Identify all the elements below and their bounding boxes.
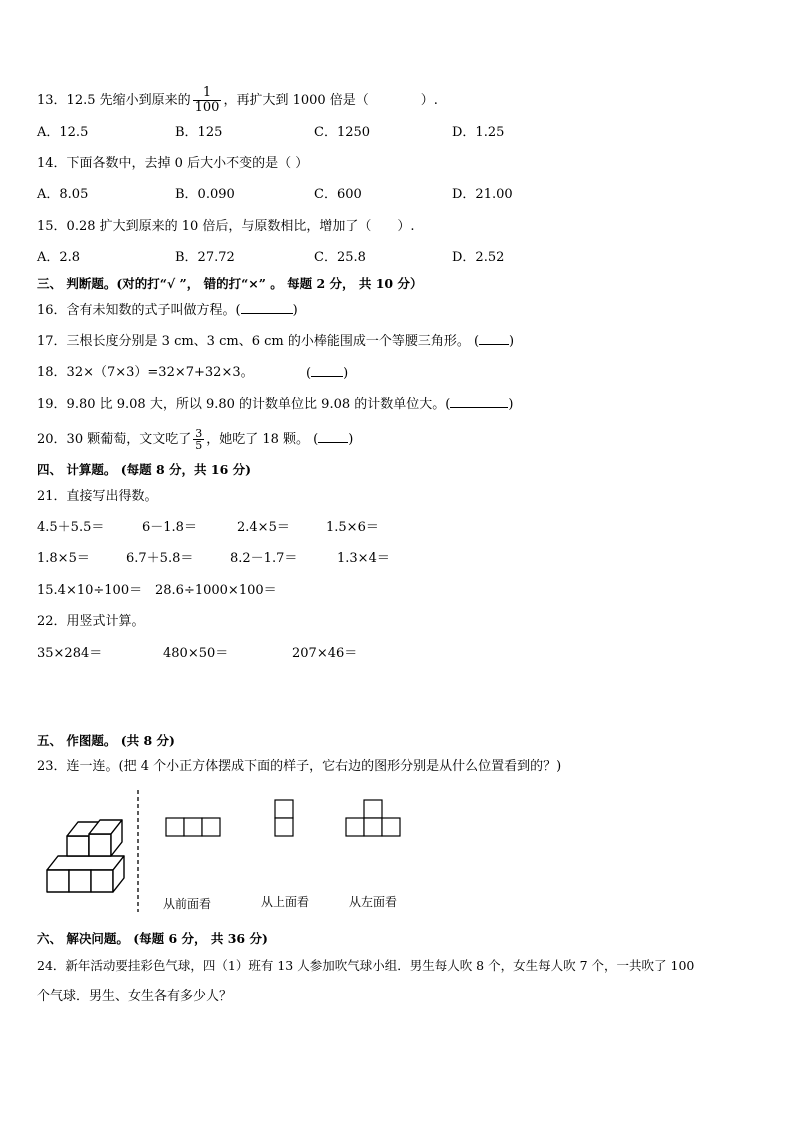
- q21-item: 6.7＋5.8＝: [126, 551, 194, 566]
- question-21-title: 21．直接写出得数。: [37, 489, 158, 504]
- q13-fraction-denominator: 100: [194, 100, 220, 115]
- section-6-heading: 六、 解决问题。 (每题 6 分， 共 36 分): [37, 931, 268, 946]
- view-label-front[interactable]: 从前面看: [163, 897, 212, 911]
- q17-close: ): [509, 334, 515, 349]
- q15-option-c[interactable]: C．25.8: [314, 250, 366, 265]
- question-23: 23．连一连。(把 4 个小正方体摆成下面的样子，它右边的图形分别是从什么位置看到的？): [37, 759, 562, 774]
- q14-option-a[interactable]: A．8.05: [37, 187, 89, 202]
- q20-fraction-numerator: 3: [195, 427, 203, 440]
- q21-item: 8.2－1.7＝: [230, 551, 298, 566]
- question-24-line-2: 个气球．男生、女生各有多少人？: [37, 989, 233, 1004]
- view-shape-t-icon: [346, 800, 400, 836]
- q22-item: 35×284＝: [37, 646, 103, 661]
- question-14: 14．下面各数中，去掉 0 后大小不变的是（ ）: [37, 156, 309, 171]
- question-15: 15．0.28 扩大到原来的 10 倍后，与原数相比，增加了（ ）.: [37, 219, 415, 234]
- q21-item: 2.4×5＝: [237, 520, 290, 535]
- q21-item: 4.5＋5.5＝: [37, 520, 105, 535]
- q22-item: 207×46＝: [292, 646, 358, 661]
- q15-option-b[interactable]: B．27.72: [175, 250, 235, 265]
- q18-close: ): [343, 366, 349, 381]
- q22-item: 480×50＝: [163, 646, 229, 661]
- view-shape-row-icon: [166, 818, 220, 836]
- q20-suffix: ，她吃了 18 颗。 (: [206, 432, 319, 447]
- q16-text: 16．含有未知数的式子叫做方程。(: [37, 303, 241, 318]
- q19-text: 19．9.80 比 9.08 大，所以 9.80 的计数单位比 9.08 的计数单位大。(: [37, 397, 451, 412]
- q17-text: 17．三根长度分别是 3 cm、3 cm、6 cm 的小棒能围成一个等腰三角形。 (: [37, 334, 480, 349]
- q21-item: 1.8×5＝: [37, 551, 90, 566]
- view-shape-column-icon: [275, 800, 293, 836]
- q13-option-a[interactable]: A．12.5: [37, 125, 89, 140]
- q13-suffix: ，再扩大到 1000 倍是（ ）.: [223, 93, 438, 108]
- q21-item: 6－1.8＝: [142, 520, 197, 535]
- q15-option-d[interactable]: D．2.52: [452, 250, 505, 265]
- section-4-heading: 四、 计算题。 (每题 8 分，共 16 分): [37, 462, 252, 477]
- q14-option-d[interactable]: D．21.00: [452, 187, 513, 202]
- q15-option-a[interactable]: A．2.8: [37, 250, 81, 265]
- q13-prefix: 13．12.5 先缩小到原来的: [37, 93, 191, 108]
- q13-fraction-numerator: 1: [193, 86, 222, 101]
- question-22-title: 22．用竖式计算。: [37, 614, 145, 629]
- cube-stack-icon: [47, 820, 124, 892]
- section-3-heading: 三、 判断题。(对的打“√ ”， 错的打“×” 。 每题 2 分， 共 10 分）: [37, 276, 423, 291]
- q20-close: ): [348, 432, 354, 447]
- q21-item: 1.5×6＝: [326, 520, 379, 535]
- q21-item: 15.4×10÷100＝: [37, 583, 143, 598]
- q13-option-d[interactable]: D．1.25: [452, 125, 505, 140]
- q13-option-b[interactable]: B．125: [175, 125, 223, 140]
- q21-item: 1.3×4＝: [337, 551, 390, 566]
- q19-close: ): [508, 397, 514, 412]
- view-label-top[interactable]: 从上面看: [261, 895, 310, 909]
- view-label-left[interactable]: 从左面看: [349, 895, 398, 909]
- q20-fraction-denominator: 5: [195, 439, 203, 452]
- q16-close: ): [292, 303, 298, 318]
- q21-item: 28.6÷1000×100＝: [155, 583, 277, 598]
- q14-option-c[interactable]: C．600: [314, 187, 362, 202]
- question-24-line-1: 24．新年活动要挂彩色气球，四（1）班有 13 人参加吹气球小组．男生每人吹 8 个，女生每人吹 7 个，一共吹了 100: [37, 958, 695, 973]
- section-5-heading: 五、 作图题。 (共 8 分): [37, 733, 175, 748]
- q18-text: 18．32×（7×3）=32×7+32×3。: [37, 365, 254, 380]
- q14-option-b[interactable]: B．0.090: [175, 187, 235, 202]
- q18-open: (: [306, 366, 312, 381]
- q13-option-c[interactable]: C．1250: [314, 125, 371, 140]
- q20-prefix: 20．30 颗葡萄，文文吃了: [37, 432, 192, 447]
